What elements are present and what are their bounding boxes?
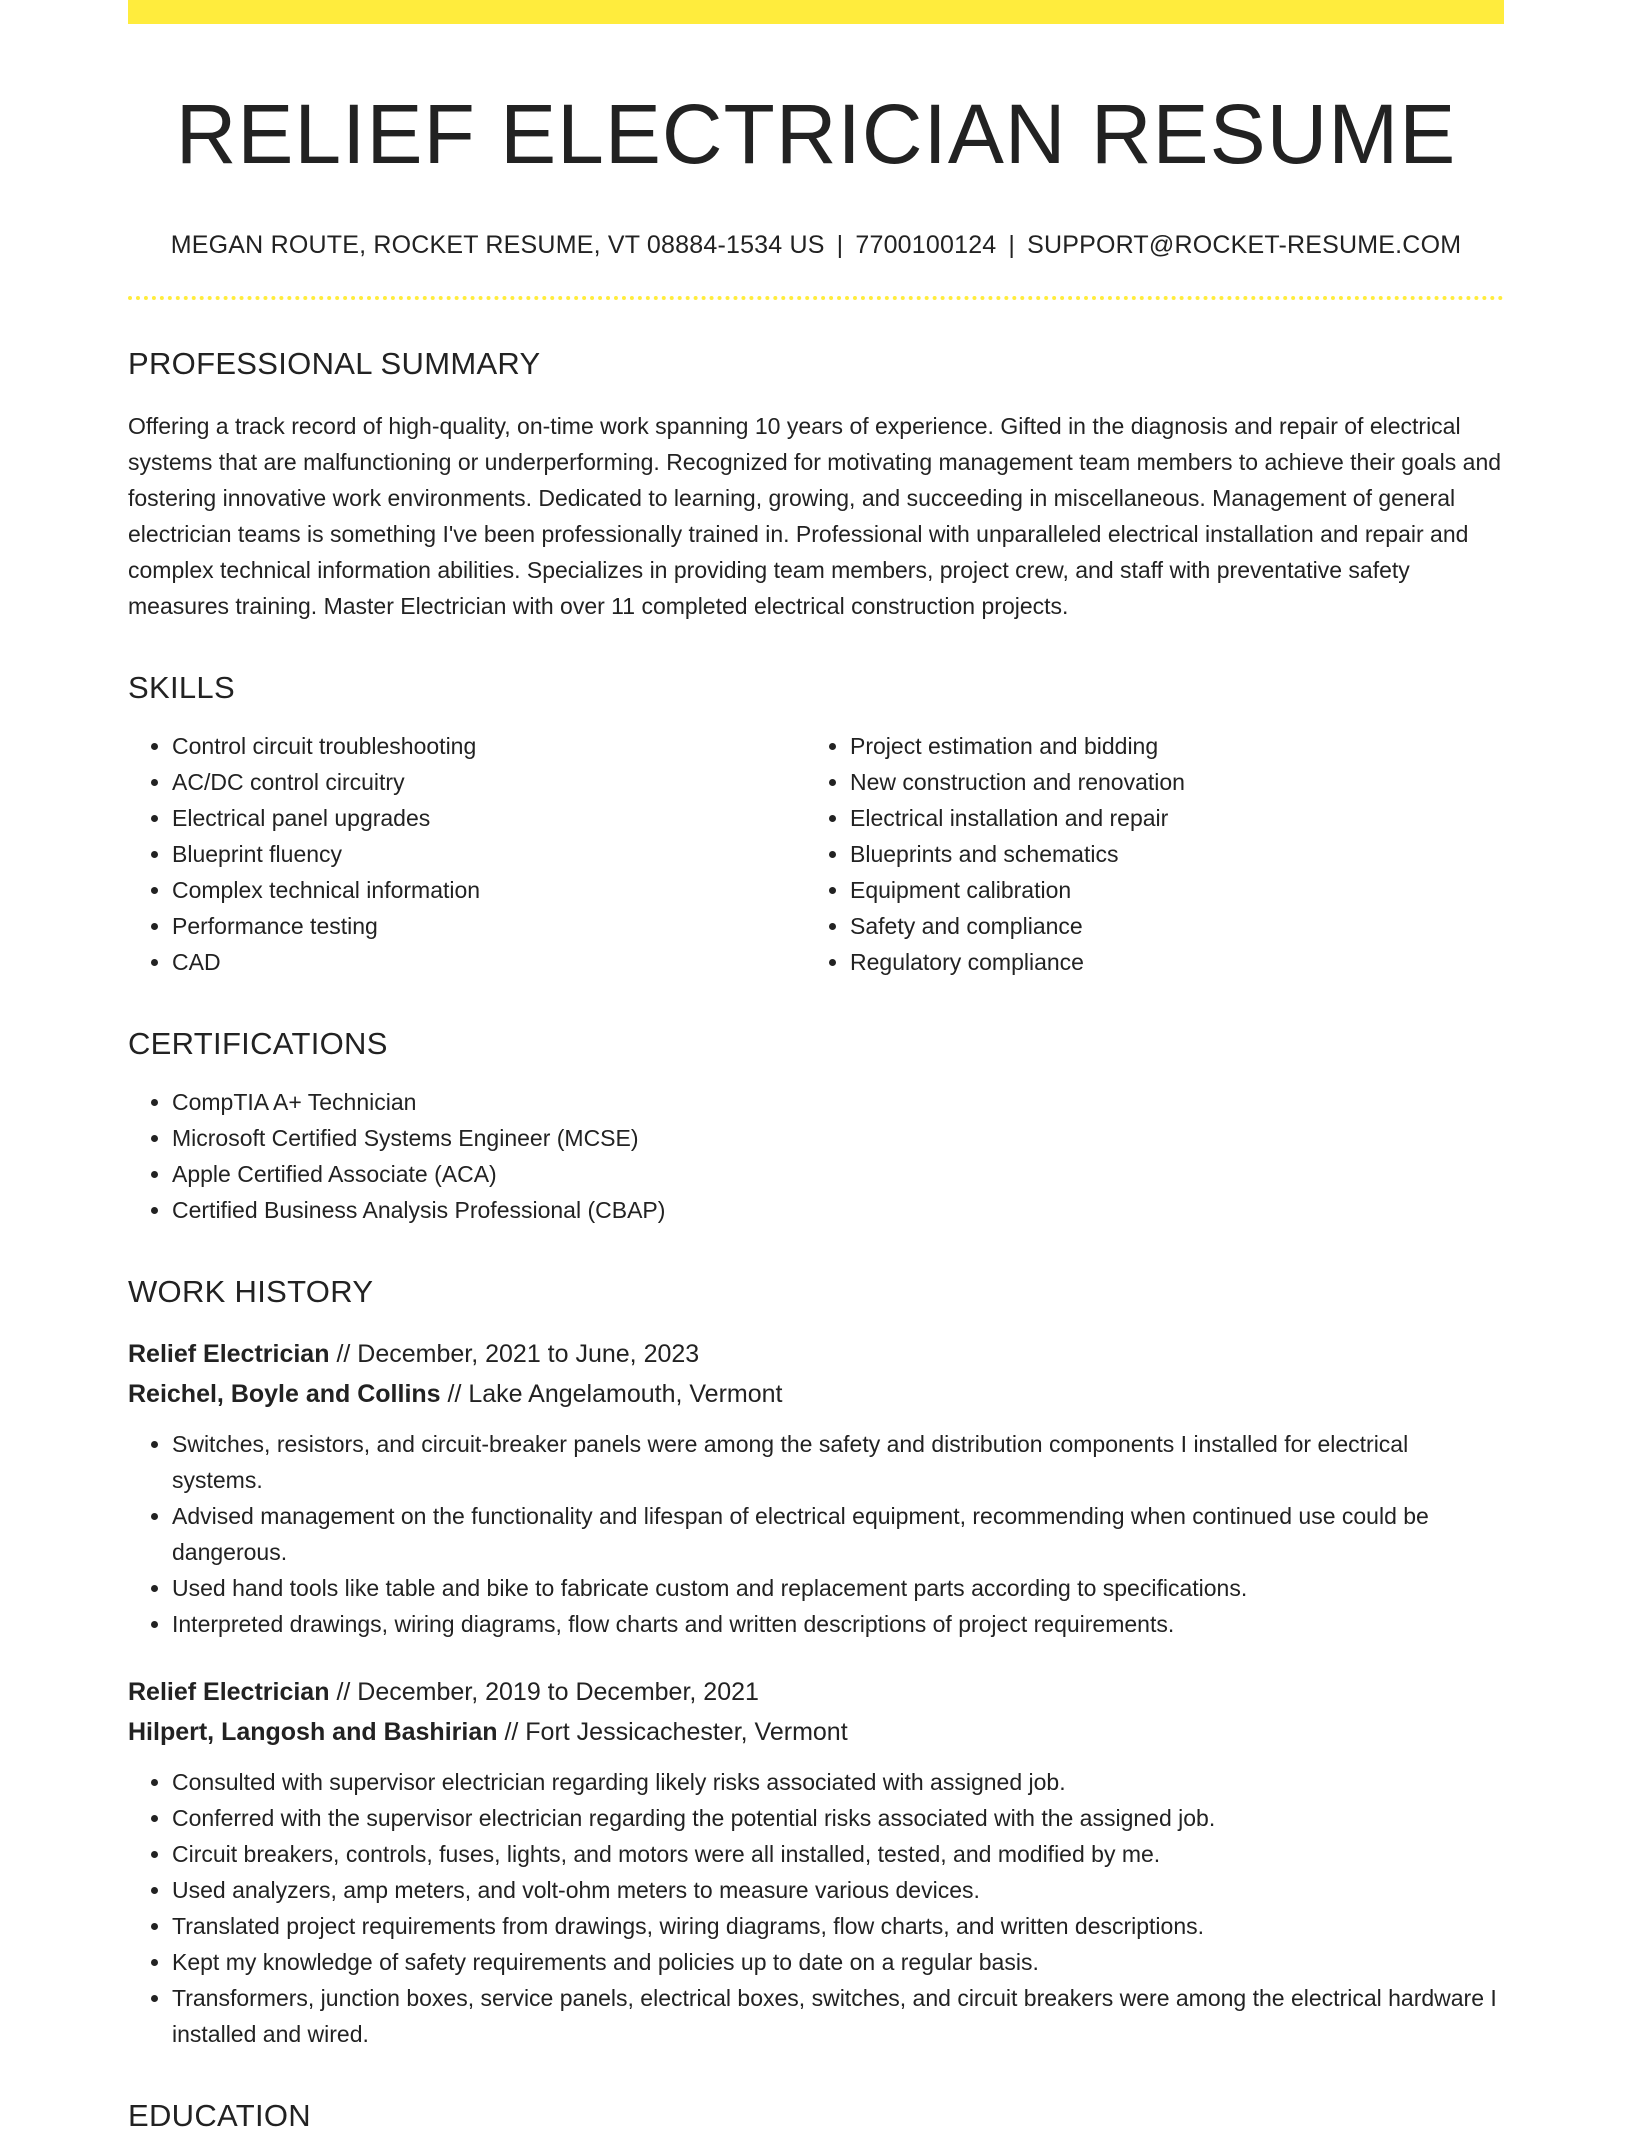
job-title: Relief Electrician	[128, 1677, 330, 1706]
resume-page	[128, 0, 1504, 2134]
skill-item: • Electrical installation and repair	[850, 800, 1484, 836]
job-bullet: • Translated project requirements from drawings, wiring diagrams, flow charts, and written descriptions.	[172, 1908, 1504, 1944]
skill-item: • Safety and compliance	[850, 908, 1484, 944]
contact-line	[128, 231, 1504, 260]
skill-item: • Control circuit troubleshooting	[172, 728, 806, 764]
job-bullet: • Advised management on the functionality and lifespan of electrical equipment, recommending when continued use could be dangerous.	[172, 1498, 1504, 1570]
skill-item: • Electrical panel upgrades	[172, 800, 806, 836]
skill-item: • Complex technical information	[172, 872, 806, 908]
skills-heading: SKILLS	[128, 669, 235, 705]
job-title-line	[128, 1672, 1504, 1712]
skill-item: • Performance testing	[172, 908, 806, 944]
skill-item: • Blueprints and schematics	[850, 836, 1484, 872]
certifications-heading: CERTIFICATIONS	[128, 1025, 388, 1061]
job-dates: // December, 2019 to December, 2021	[336, 1677, 759, 1706]
resume-title: RELIEF ELECTRICIAN RESUME	[175, 87, 1457, 181]
job-bullet: • Consulted with supervisor electrician regarding likely risks associated with assigned job.	[172, 1764, 1504, 1800]
contact-separator: |	[836, 230, 844, 259]
job-bullet: • Used hand tools like table and bike to fabricate custom and replacement parts according to specifications.	[172, 1570, 1504, 1606]
job-title-line	[128, 1334, 1504, 1374]
job-location: // Lake Angelamouth, Vermont	[447, 1379, 783, 1408]
skills-grid	[128, 728, 1504, 980]
skill-item: • Project estimation and bidding	[850, 728, 1484, 764]
job-bullet: • Used analyzers, amp meters, and volt-ohm meters to measure various devices.	[172, 1872, 1504, 1908]
job-bullet: • Transformers, junction boxes, service panels, electrical boxes, switches, and circuit breakers were among the electrical hardware I installed and wired.	[172, 1980, 1504, 2052]
job-bullets	[128, 1426, 1504, 1642]
skills-list-right	[806, 728, 1484, 980]
skills-list-left	[128, 728, 806, 980]
contact-phone: 7700100124	[855, 230, 997, 259]
dotted-divider	[128, 296, 1504, 300]
job-bullet: • Switches, resistors, and circuit-breaker panels were among the safety and distribution components I installed for electrical systems.	[172, 1426, 1504, 1498]
skill-item: • CAD	[172, 944, 806, 980]
job-bullet: • Conferred with the supervisor electrician regarding the potential risks associated with the assigned job.	[172, 1800, 1504, 1836]
job-dates: // December, 2021 to June, 2023	[336, 1339, 700, 1368]
contact-address: MEGAN ROUTE, ROCKET RESUME, VT 08884-1534 US	[170, 230, 825, 259]
contact-email: SUPPORT@ROCKET-RESUME.COM	[1027, 230, 1462, 259]
skill-item: • Blueprint fluency	[172, 836, 806, 872]
job-entry	[128, 1672, 1504, 2052]
skill-item: • AC/DC control circuitry	[172, 764, 806, 800]
job-bullets	[128, 1764, 1504, 2052]
job-title: Relief Electrician	[128, 1339, 330, 1368]
skill-item: • Regulatory compliance	[850, 944, 1484, 980]
job-bullet: • Circuit breakers, controls, fuses, lights, and motors were all installed, tested, and modified by me.	[172, 1836, 1504, 1872]
job-company: Hilpert, Langosh and Bashirian	[128, 1717, 498, 1746]
contact-separator: |	[1008, 230, 1016, 259]
certification-item: • CompTIA A+ Technician	[172, 1084, 1504, 1120]
job-entry	[128, 1334, 1504, 1642]
job-company-line	[128, 1712, 1504, 1752]
certification-item: • Microsoft Certified Systems Engineer (MCSE)	[172, 1120, 1504, 1156]
top-accent-bar	[128, 0, 1504, 24]
certification-item: • Apple Certified Associate (ACA)	[172, 1156, 1504, 1192]
certifications-list	[128, 1084, 1504, 1228]
work-history-heading: WORK HISTORY	[128, 1273, 374, 1309]
certification-item: • Certified Business Analysis Professional (CBAP)	[172, 1192, 1504, 1228]
job-company: Reichel, Boyle and Collins	[128, 1379, 441, 1408]
education-heading: EDUCATION	[128, 2097, 311, 2133]
job-bullet: • Interpreted drawings, wiring diagrams, flow charts and written descriptions of project requirements.	[172, 1606, 1504, 1642]
skill-item: • New construction and renovation	[850, 764, 1484, 800]
summary-text: Offering a track record of high-quality, on-time work spanning 10 years of experience. Gifted in the diagnosis and repair of electrical systems that are malfunctioning or underperforming. Recognized for motivating management team members to achieve their goals and fostering innovative work environments. Dedicated to learning, growing, and succeeding in miscellaneous. Management of general electrician teams is something I've been professionally trained in. Professional with unparalleled electrical installation and repair and complex technical information abilities. Specializes in providing team members, project crew, and staff with preventative safety measures training. Master Electrician with over 11 completed electrical construction projects.	[128, 412, 1502, 619]
skill-item: • Equipment calibration	[850, 872, 1484, 908]
job-location: // Fort Jessicachester, Vermont	[504, 1717, 848, 1746]
job-bullet: • Kept my knowledge of safety requirements and policies up to date on a regular basis.	[172, 1944, 1504, 1980]
job-company-line	[128, 1374, 1504, 1414]
summary-heading: PROFESSIONAL SUMMARY	[128, 345, 541, 381]
